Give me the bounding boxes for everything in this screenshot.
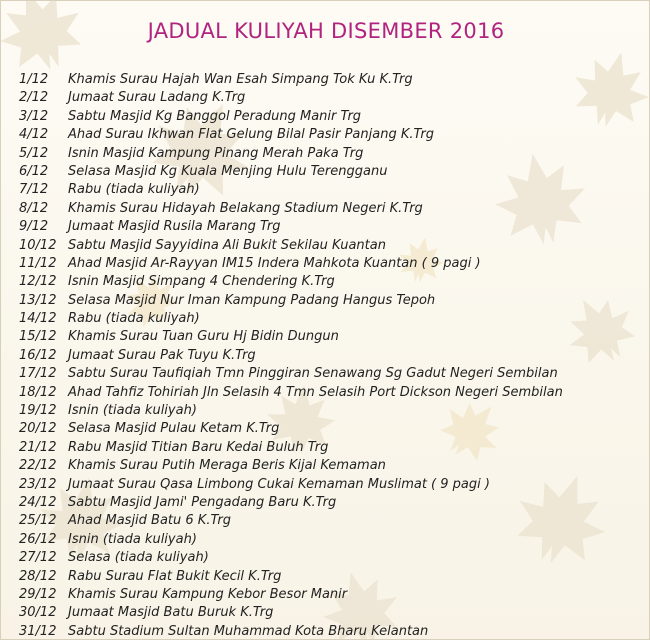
list-item: [19, 494, 563, 512]
schedule-entry: Rabu Masjid Titian Baru Kedai Buluh Trg: [68, 439, 329, 455]
schedule-entry: Khamis Surau Tuan Guru Hj Bidin Dungun: [68, 329, 339, 345]
schedule-entry: Ahad Tahfiz Tohiriah Jln Selasih 4 Tmn Selasih Port Dickson Negeri Sembilan: [68, 384, 563, 400]
list-item: [19, 71, 563, 89]
list-item: [19, 402, 563, 420]
list-item: [19, 365, 563, 383]
schedule-entry: Isnin Masjid Simpang 4 Chendering K.Trg: [68, 274, 335, 290]
schedule-entry: Selasa (tiada kuliyah): [68, 550, 209, 566]
schedule-date: 4/12: [19, 127, 49, 143]
schedule-date: 2/12: [19, 90, 49, 106]
schedule-date: 28/12: [19, 568, 57, 584]
schedule-entry: Sabtu Surau Taufiqiah Tmn Pinggiran Senawang Sg Gadut Negeri Sembilan: [68, 366, 558, 382]
schedule-date: 1/12: [19, 72, 49, 87]
schedule-entry: Rabu Surau Flat Bukit Kecil K.Trg: [68, 568, 282, 584]
schedule-date: 18/12: [19, 384, 57, 400]
schedule-date: 5/12: [19, 145, 49, 161]
list-item: [19, 586, 563, 604]
schedule-entry: Khamis Surau Hidayah Belakang Stadium Negeri K.Trg: [68, 200, 423, 216]
schedule-entry: Sabtu Masjid Kg Banggol Peradung Manir Trg: [68, 108, 362, 124]
schedule-entry: Rabu (tiada kuliyah): [68, 182, 200, 198]
list-item: [19, 420, 563, 438]
schedule-list: [19, 71, 563, 640]
list-item: [19, 163, 563, 181]
list-item: [19, 218, 563, 236]
list-item: [19, 126, 563, 144]
schedule-entry: Selasa Masjid Kg Kuala Menjing Hulu Terengganu: [68, 163, 388, 179]
schedule-entry: Khamis Surau Kampung Kebor Besor Manir: [68, 586, 348, 602]
schedule-entry: Sabtu Masjid Sayyidina Ali Bukit Sekilau Kuantan: [68, 237, 386, 253]
schedule-date: 29/12: [19, 586, 57, 602]
list-item: [19, 549, 563, 567]
schedule-entry: Selasa Masjid Nur Iman Kampung Padang Hangus Tepoh: [68, 292, 436, 308]
list-item: [19, 310, 563, 328]
schedule-date: 24/12: [19, 494, 57, 510]
schedule-date: 21/12: [19, 439, 57, 455]
list-item: [19, 292, 563, 310]
schedule-entry: Khamis Surau Putih Meraga Beris Kijal Kemaman: [68, 458, 386, 474]
schedule-date: 8/12: [19, 200, 49, 216]
list-item: [19, 457, 563, 475]
schedule-date: 10/12: [19, 237, 57, 253]
schedule-date: 23/12: [19, 476, 57, 492]
schedule-entry: Sabtu Stadium Sultan Muhammad Kota Bharu Kelantan: [68, 623, 429, 639]
schedule-entry: Jumaat Surau Pak Tuyu K.Trg: [68, 347, 256, 363]
schedule-entry: Isnin (tiada kuliyah): [68, 403, 197, 419]
schedule-entry: Ahad Masjid Ar-Rayyan IM15 Indera Mahkota Kuantan ( 9 pagi ): [68, 255, 481, 271]
schedule-entry: Jumaat Surau Qasa Limbong Cukai Kemaman Muslimat ( 9 pagi ): [68, 476, 490, 492]
schedule-entry: Ahad Masjid Batu 6 K.Trg: [68, 513, 231, 529]
list-item: [19, 568, 563, 586]
list-item: [19, 89, 563, 107]
list-item: [19, 384, 563, 402]
list-item: [19, 476, 563, 494]
list-item: [19, 145, 563, 163]
schedule-date: 12/12: [19, 274, 57, 290]
schedule-entry: Rabu (tiada kuliyah): [68, 311, 200, 327]
schedule-date: 7/12: [19, 182, 49, 198]
schedule-date: 30/12: [19, 605, 57, 621]
schedule-date: 3/12: [19, 108, 49, 124]
schedule-entry: Isnin Masjid Kampung Pinang Merah Paka Trg: [68, 145, 364, 161]
schedule-date: 26/12: [19, 531, 57, 547]
schedule-entry: Selasa Masjid Pulau Ketam K.Trg: [68, 421, 280, 437]
schedule-entry: Jumaat Masjid Batu Buruk K.Trg: [68, 605, 274, 621]
schedule-entry: Jumaat Surau Ladang K.Trg: [68, 90, 246, 106]
list-item: [19, 512, 563, 530]
schedule-date: 13/12: [19, 292, 57, 308]
list-item: [19, 108, 563, 126]
schedule-entry: Isnin (tiada kuliyah): [68, 531, 197, 547]
schedule-date: 6/12: [19, 163, 49, 179]
schedule-date: 16/12: [19, 347, 57, 363]
schedule-entry: Sabtu Masjid Jami' Pengadang Baru K.Trg: [68, 494, 337, 510]
list-item: [19, 623, 563, 640]
page-title: JADUAL KULIYAH DISEMBER 2016: [147, 19, 505, 43]
schedule-date: 22/12: [19, 458, 57, 474]
schedule-entry: Khamis Surau Hajah Wan Esah Simpang Tok Ku K.Trg: [68, 72, 413, 87]
list-item: [19, 255, 563, 273]
schedule-date: 31/12: [19, 623, 57, 639]
list-item: [19, 347, 563, 365]
schedule-date: 11/12: [19, 255, 57, 271]
schedule-entry: Ahad Surau Ikhwan Flat Gelung Bilal Pasir Panjang K.Trg: [68, 127, 435, 143]
list-item: [19, 200, 563, 218]
schedule-date: 19/12: [19, 403, 57, 419]
list-item: [19, 273, 563, 291]
schedule-date: 20/12: [19, 421, 57, 437]
schedule-date: 17/12: [19, 366, 57, 382]
list-item: [19, 439, 563, 457]
schedule-date: 9/12: [19, 219, 49, 235]
list-item: [19, 181, 563, 199]
schedule-date: 25/12: [19, 513, 57, 529]
schedule-date: 14/12: [19, 311, 57, 327]
schedule-entry: Jumaat Masjid Rusila Marang Trg: [68, 219, 281, 235]
list-item: [19, 328, 563, 346]
list-item: [19, 531, 563, 549]
schedule-date: 15/12: [19, 329, 57, 345]
list-item: [19, 237, 563, 255]
schedule-date: 27/12: [19, 550, 57, 566]
list-item: [19, 604, 563, 622]
